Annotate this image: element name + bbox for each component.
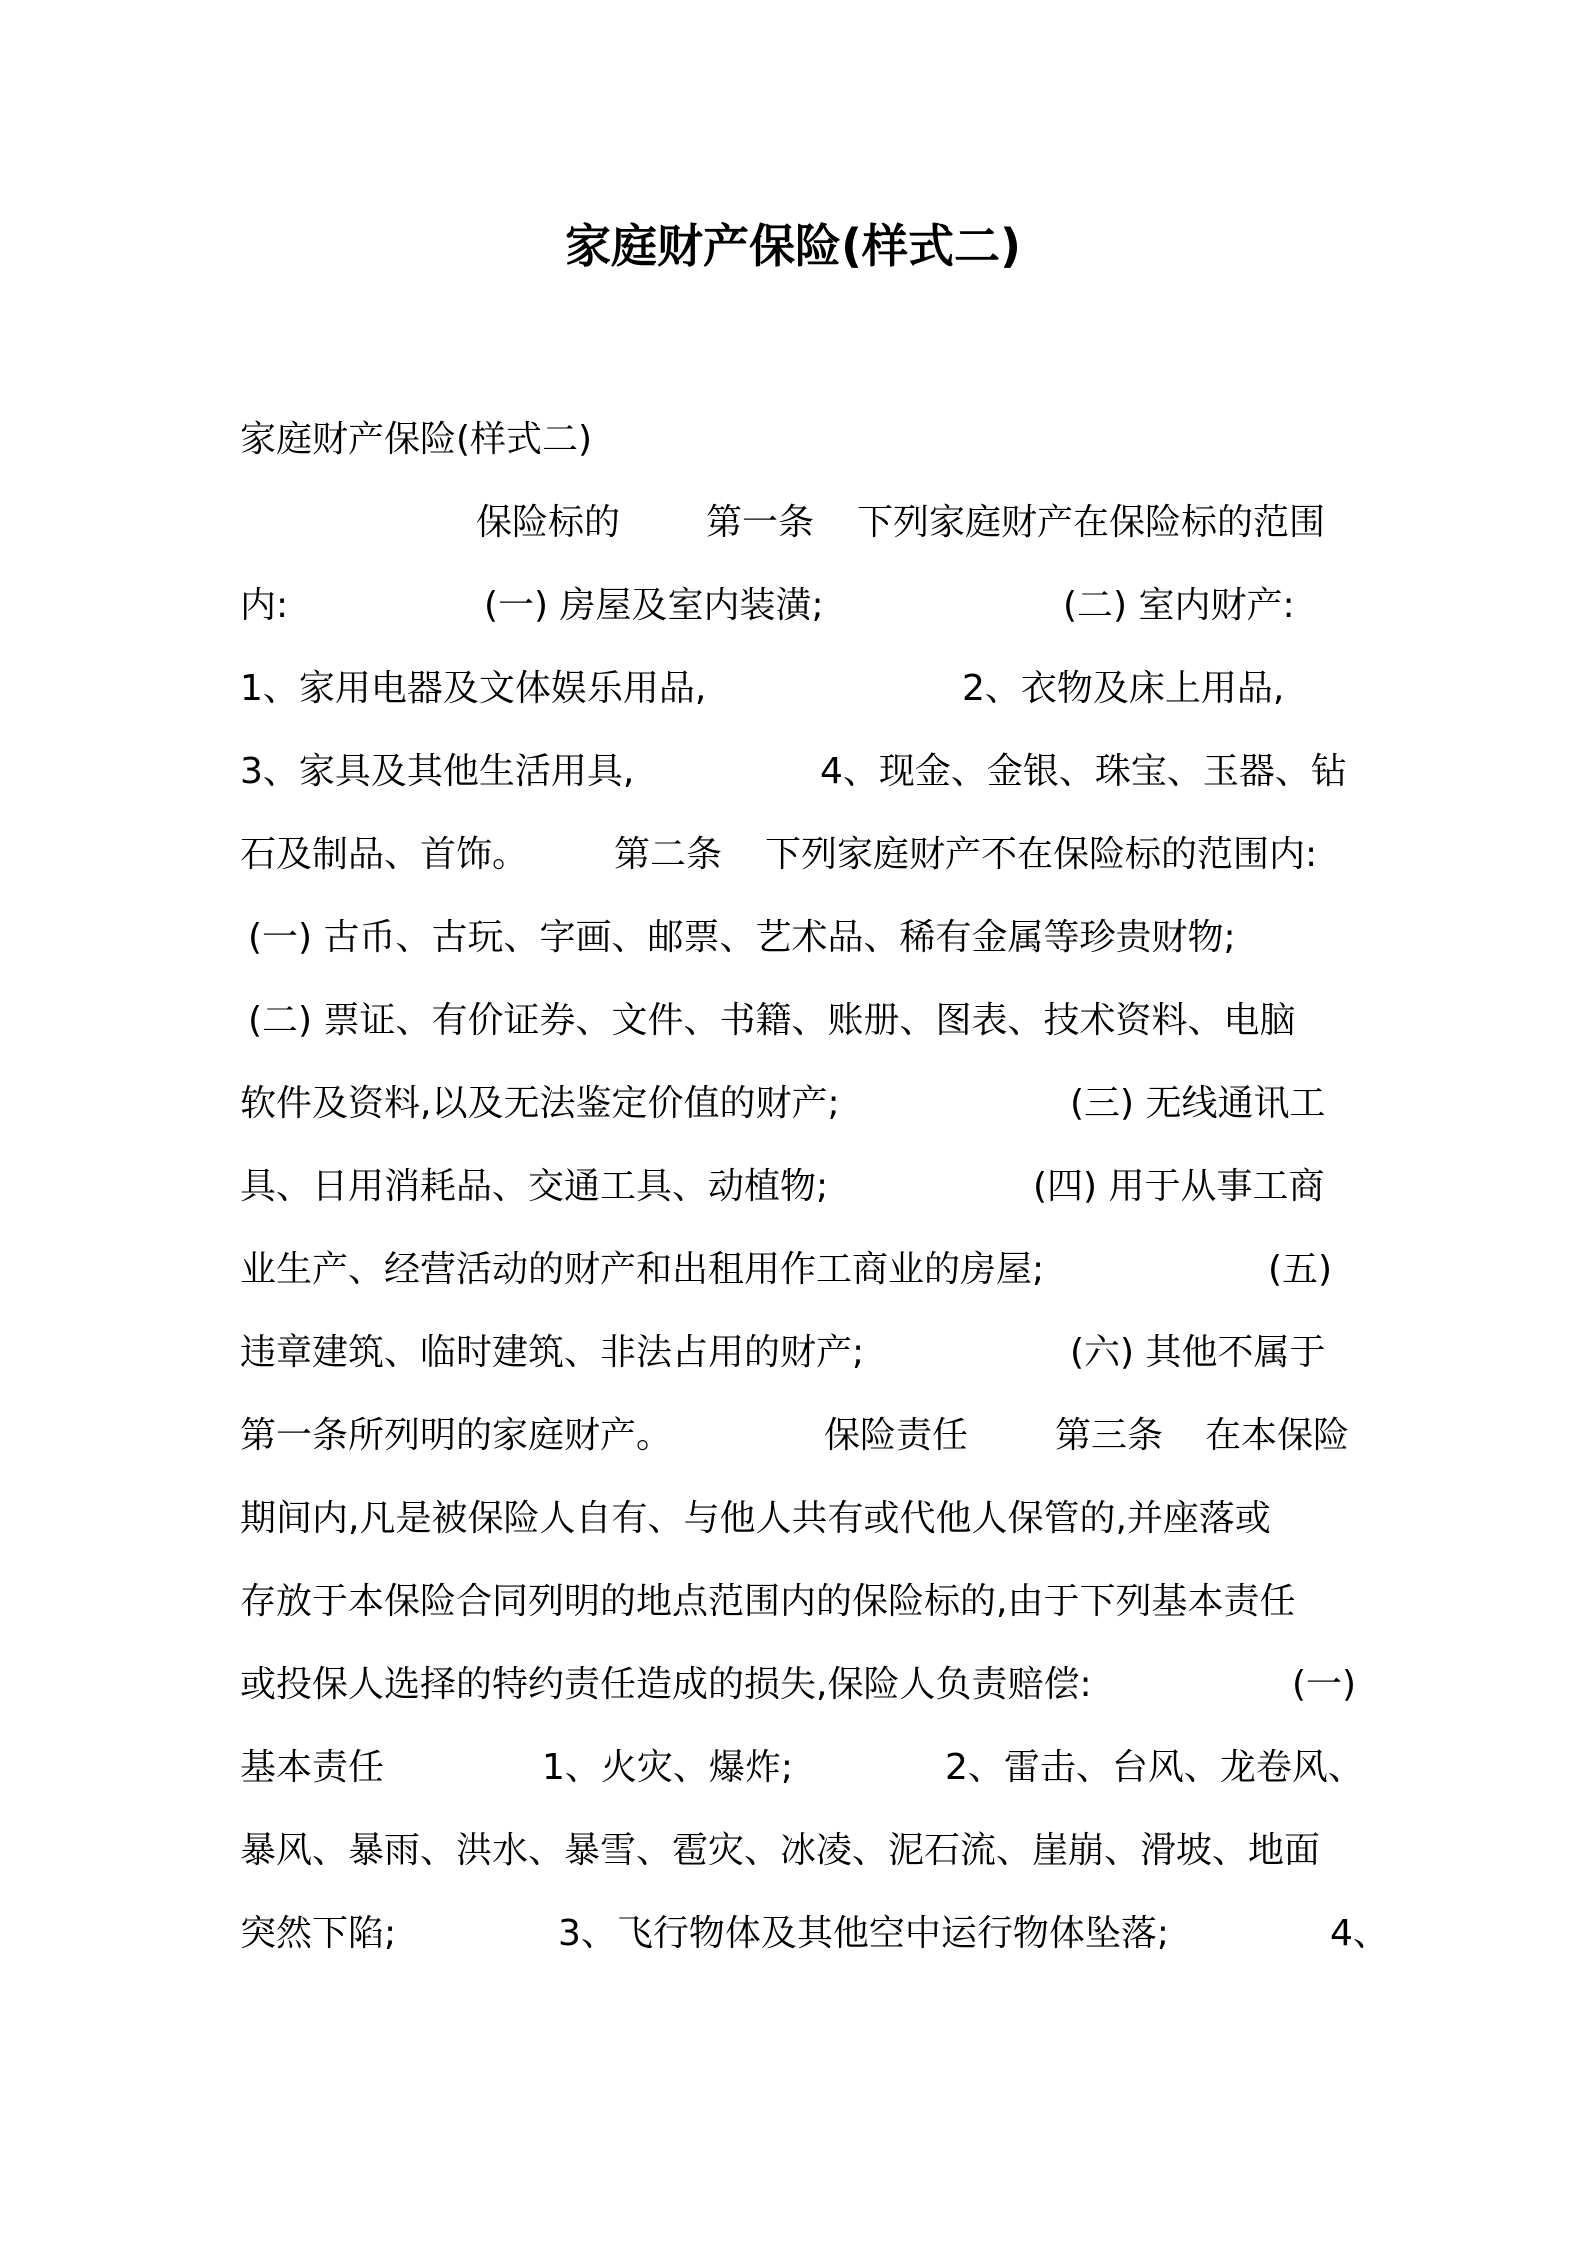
text-line <box>240 991 1380 1051</box>
line-text-segment: 存放于本保险合同列明的地点范围内的保险标的,由于下列基本责任 <box>240 1581 1296 1622</box>
text-line <box>240 1240 1380 1300</box>
line-text-segment: 突然下陷; <box>240 1913 397 1954</box>
line-text-segment: 2、雷击、台风、龙卷风、 <box>945 1747 1364 1788</box>
line-text-segment: 4、现金、金银、珠宝、玉器、钻 <box>820 751 1347 792</box>
text-line <box>240 1821 1380 1881</box>
line-text-segment: 第一条 <box>706 502 815 543</box>
line-text-segment: 内: <box>240 585 289 626</box>
line-text-segment: 在本保险 <box>1205 1415 1350 1456</box>
text-line <box>240 493 1380 553</box>
line-text-segment: 或投保人选择的特约责任造成的损失,保险人负责赔偿: <box>240 1664 1092 1705</box>
line-text-segment: (六) 其他不属于 <box>1070 1332 1326 1373</box>
line-text-segment: 业生产、经营活动的财产和出租用作工商业的房屋; <box>240 1249 1045 1290</box>
line-text-segment: 保险责任 <box>824 1415 969 1456</box>
line-text-segment: 期间内,凡是被保险人自有、与他人共有或代他人保管的,并座落或 <box>240 1498 1271 1539</box>
text-line <box>240 1572 1380 1632</box>
line-text-segment: 第一条所列明的家庭财产。 <box>240 1415 673 1456</box>
line-text-segment: 4、 <box>1330 1913 1389 1954</box>
line-text-segment: 具、日用消耗品、交通工具、动植物; <box>240 1166 829 1207</box>
line-text-segment: (三) 无线通讯工 <box>1070 1083 1326 1124</box>
text-line <box>240 659 1380 719</box>
text-line <box>240 1157 1380 1217</box>
line-text-segment: 下列家庭财产不在保险标的范围内: <box>765 834 1318 875</box>
line-text-segment: 第三条 <box>1055 1415 1164 1456</box>
line-text-segment: 3、飞行物体及其他空中运行物体坠落; <box>558 1913 1170 1954</box>
line-text-segment: 暴风、暴雨、洪水、暴雪、雹灾、冰凌、泥石流、崖崩、滑坡、地面 <box>240 1830 1321 1871</box>
line-text-segment: 1、家用电器及文体娱乐用品, <box>240 668 707 709</box>
text-line <box>240 825 1380 885</box>
text-line <box>240 742 1380 802</box>
line-text-segment: 基本责任 <box>240 1747 385 1788</box>
line-text-segment: (四) 用于从事工商 <box>1033 1166 1325 1207</box>
line-text-segment: 第二条 <box>614 834 723 875</box>
line-text-segment: 2、衣物及床上用品, <box>962 668 1285 709</box>
text-line <box>240 1655 1380 1715</box>
line-text-segment: (一) 古币、古玩、字画、邮票、艺术品、稀有金属等珍贵财物; <box>248 917 1236 958</box>
text-line <box>240 908 1380 968</box>
line-text-segment: 3、家具及其他生活用具, <box>240 751 635 792</box>
line-text-segment: 下列家庭财产在保险标的范围 <box>857 502 1326 543</box>
line-text-segment: (二) 室内财产: <box>1063 585 1295 626</box>
line-text-segment: (一) <box>1292 1664 1357 1705</box>
text-line <box>240 1489 1380 1549</box>
line-text-segment: 1、火灾、爆炸; <box>542 1747 794 1788</box>
text-line <box>240 576 1380 636</box>
line-text-segment: 石及制品、首饰。 <box>240 834 529 875</box>
text-line <box>240 1074 1380 1134</box>
line-text-segment: 保险标的 <box>476 502 621 543</box>
line-text-segment: (一) 房屋及室内装潢; <box>484 585 824 626</box>
document-title: 家庭财产保险(样式二) <box>564 219 1022 273</box>
line-text-segment: 软件及资料,以及无法鉴定价值的财产; <box>240 1083 840 1124</box>
text-line <box>240 410 1380 470</box>
text-line <box>240 1738 1380 1798</box>
text-line <box>240 1904 1389 1964</box>
line-text-segment: (五) <box>1268 1249 1333 1290</box>
line-text-segment: 违章建筑、临时建筑、非法占用的财产; <box>240 1332 865 1373</box>
text-line <box>240 1323 1380 1383</box>
line-text-segment: 家庭财产保险(样式二) <box>240 419 593 460</box>
text-line <box>240 1406 1380 1466</box>
line-text-segment: (二) 票证、有价证券、文件、书籍、账册、图表、技术资料、电脑 <box>248 1000 1296 1041</box>
